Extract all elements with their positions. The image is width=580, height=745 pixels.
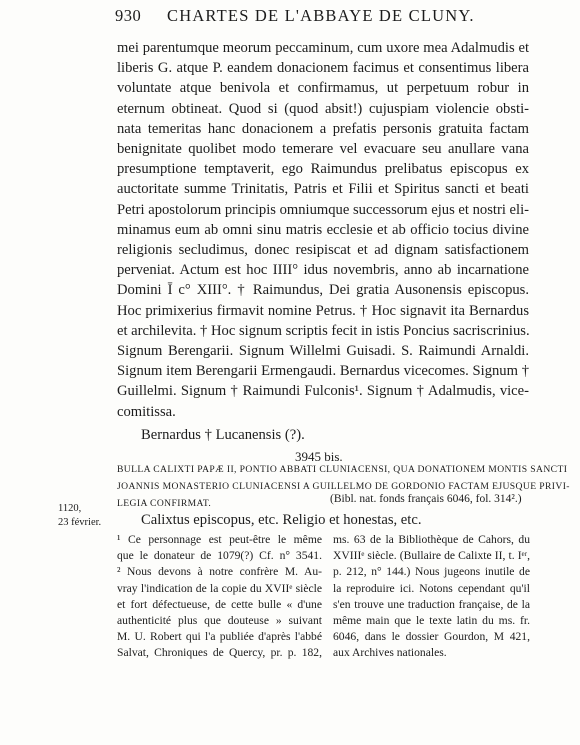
footnote-line: XVIIIᵉ siècle. (Bullaire de Calixte II, t. Iᵉʳ, (333, 549, 530, 563)
heading-line: JOANNIS MONASTERIO CLUNIACENSI A GUILLELMO DE GORDONIO FACTAM EJUSQUE PRIVI- (117, 481, 570, 492)
heading-line: BULLA CALIXTI PAPÆ II, PONTIO ABBATI CLUNIACENSI, QUA DONATIONEM MONTIS SANCTI (117, 464, 568, 475)
text-line: perveniat. Actum est hoc IIII° idus novembris, anno ab incarnatione (117, 262, 529, 279)
text-line: Guillelmi. Signum † Raimundi Fulconis¹. Signum † Adalmudis, vice- (117, 383, 529, 400)
footnote-line: ² Nous devons à notre confrère M. Au- (117, 565, 322, 579)
text-line: liberis G. atque P. eandem donacionem facimus et consentimus libera (117, 60, 529, 77)
heading-line: LEGIA CONFIRMAT. (117, 498, 212, 509)
text-line: religionis secludimus, donec resipiscat et ad dignam satisfactionem (117, 242, 529, 259)
footnote-line: ¹ Ce personnage est peut-être le même (117, 533, 322, 546)
text-line: voluntate atque benivola et confirmamus, ut perpetuum robur in (117, 80, 529, 97)
footnotes-right (333, 532, 530, 662)
footnote-line: ms. 63 de la Bibliothèque de Cahors, du (333, 533, 530, 546)
entry-number: 3945 bis. (295, 449, 343, 464)
margin-day: 23 février. (58, 517, 102, 528)
text-line: Petri apostolorum principis omniumque successorum ejus et nostri eli- (117, 201, 529, 218)
text-line: auctoritate summe Trinitatis, Patris et Filii et Spiritus sancti et beati (117, 181, 529, 198)
footnotes-left (117, 532, 322, 662)
source-reference: (Bibl. nat. fonds français 6046, fol. 314².) (330, 493, 522, 505)
text-line: minamus eum ab omni sinu matris ecclesie et ab officio tocius divine (117, 221, 529, 238)
margin-year: 1120, (58, 503, 82, 514)
footnote-line: 6046, dans le dossier Gourdon, M 421, (333, 630, 530, 644)
footnote-line: et fort défectueuse, de cette bulle « d'une (117, 597, 322, 611)
text-line: eternum obtineat. Quod si (quod absit!) cujuspiam violencie obsti- (117, 100, 529, 117)
text-line: comitissa. (117, 403, 176, 420)
footnote-line: authenticité plus que douteuse » suivant (117, 614, 322, 628)
footnote-line: s'en trouve une traduction française, de la (333, 597, 530, 611)
footnote-line: vray l'indication de la copie du XVIIᵉ siècle (117, 581, 322, 595)
text-line: Hoc primixerius firmavit nomine Petrus. † Hoc signavit ita Bernardus (117, 302, 529, 319)
footnote-line: aux Archives nationales. (333, 646, 447, 660)
text-line: presumptione temptaverit, ego Raimundus prelibatus episcopus ex (117, 161, 529, 178)
charter-text (117, 38, 529, 422)
text-line: Domini Ī c° XIII°. † Raimundus, Dei gratia Ausonensis episcopus. (117, 282, 529, 299)
footnote-line: que le donateur de 1079(?) Cf. n° 3541. (117, 549, 322, 563)
text-line: nata temeritas hanc donacionem a prefatis personis gratuita factam (117, 120, 529, 137)
text-line: Signum item Berengarii Ermengaudi. Bernardus vicecomes. Signum † (117, 363, 529, 380)
footnote-line: la reproduire ici. Notons cependant qu'il (333, 581, 530, 595)
text-line: benignitate quolibet modo temerare vel evacuare seu anullare vana (117, 141, 529, 158)
text-line: et archilevita. † Hoc signum scriptis fecit in istis Poncius sacriscrinius. (117, 322, 530, 339)
footnote-line: p. 212, n° 144.) Nous jugeons inutile de (333, 565, 530, 579)
signature-line: Bernardus † Lucanensis (?). (141, 427, 305, 443)
footnote-line: Salvat, Chroniques de Quercy, pr. p. 182, (117, 646, 322, 660)
running-title: CHARTES DE L'ABBAYE DE CLUNY. (167, 6, 475, 25)
page-number: 930 (115, 6, 142, 25)
text-line: Signum Berengarii. Signum Willelmi Guisadi. S. Raimundi Arnaldi. (117, 343, 529, 360)
footnote-line: M. U. Robert qui l'a publiée d'après l'abbé (117, 630, 322, 644)
footnote-line: même main que le texte latin du ms. fr. (333, 614, 530, 628)
text-line: mei parentumque meorum peccaminum, cum uxore mea Adalmudis et (117, 40, 529, 56)
incipit: Calixtus episcopus, etc. Religio et honestas, etc. (141, 512, 422, 528)
